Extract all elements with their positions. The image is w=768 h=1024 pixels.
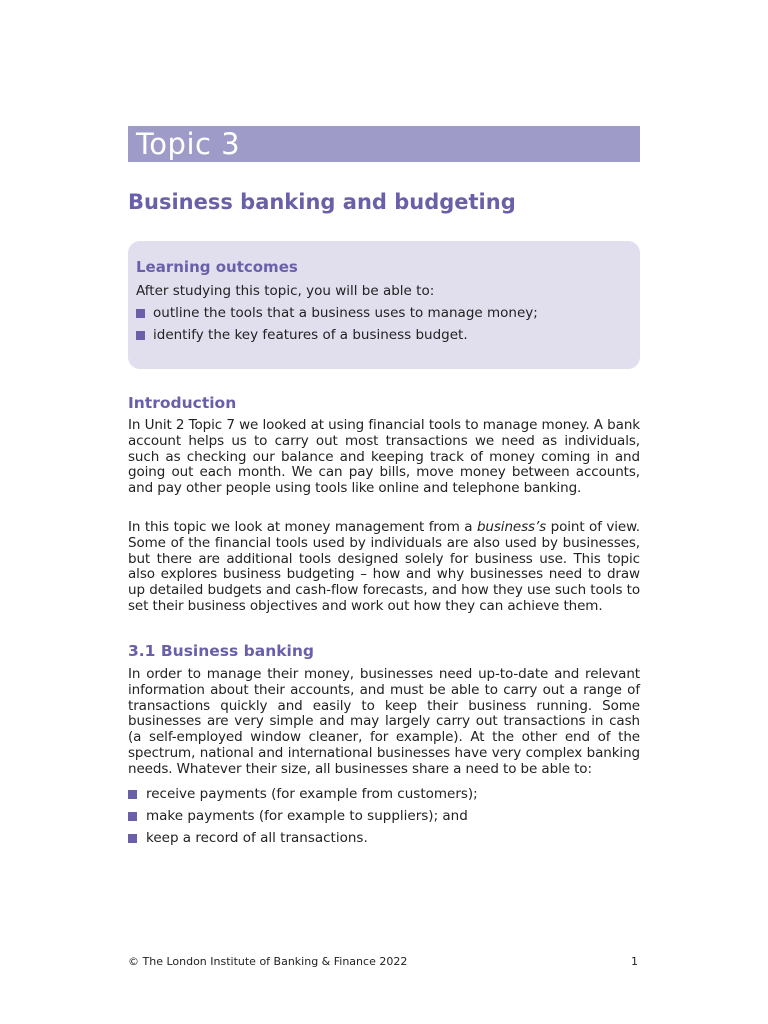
copyright-notice: © The London Institute of Banking & Finance 2022 [128, 955, 408, 968]
square-bullet-icon [136, 309, 145, 318]
topic-banner [128, 126, 640, 162]
introduction-heading: Introduction [128, 394, 237, 412]
list-item [128, 828, 640, 850]
square-bullet-icon [128, 812, 137, 821]
list-item-text: keep a record of all transactions. [146, 830, 368, 846]
square-bullet-icon [128, 834, 137, 843]
section-3-1-heading: 3.1 Business banking [128, 642, 314, 660]
square-bullet-icon [136, 331, 145, 340]
list-item [128, 806, 640, 828]
emphasis-text: business’s [476, 519, 547, 535]
learning-outcomes-box [128, 241, 640, 369]
list-item-text: make payments (for example to suppliers); and [146, 808, 468, 824]
page-number: 1 [631, 955, 638, 968]
learning-outcomes-list [136, 303, 636, 347]
paragraph-text: In this topic we look at money management from a [128, 519, 477, 535]
list-item-text: receive payments (for example from customers); [146, 786, 478, 802]
learning-outcomes-heading: Learning outcomes [136, 258, 298, 276]
introduction-paragraph-1: In Unit 2 Topic 7 we looked at using financial tools to manage money. A bank account helps us to carry out most transactions we need as individuals, such as checking our balance and keeping track of money coming in and going out each month. We can pay bills, move money between accounts, and pay other people using tools like online and telephone banking. [128, 417, 640, 497]
introduction-paragraph-2 [128, 520, 640, 615]
paragraph-text: point of view. Some of the financial tools used by individuals are also used by businesses, but there are additional tools designed solely for business use. This topic also explores business budgeting – how and why businesses need to draw up detailed budgets and cash-flow forecasts, and how they use such tools to set their business objectives and work out how they can achieve them. [128, 519, 640, 614]
section-3-1-paragraph: In order to manage their money, businesses need up-to-date and relevant information about their accounts, and must be able to carry out a range of transactions quickly and easily to keep their business running. Some businesses are very simple and may largely carry out transactions in cash (a self-employed window cleaner, for example). At the other end of the spectrum, national and international businesses have very complex banking needs. Whatever their size, all businesses share a need to be able to: [128, 666, 640, 777]
list-item [128, 784, 640, 806]
list-item-text: identify the key features of a business budget. [153, 327, 468, 343]
list-item [136, 303, 636, 325]
page-title: Business banking and budgeting [128, 190, 516, 214]
business-needs-list [128, 784, 640, 850]
square-bullet-icon [128, 790, 137, 799]
list-item [136, 325, 636, 347]
page-footer [128, 954, 640, 970]
learning-outcomes-intro: After studying this topic, you will be able to: [136, 283, 435, 299]
topic-label: Topic 3 [136, 127, 241, 161]
list-item-text: outline the tools that a business uses to manage money; [153, 305, 538, 321]
